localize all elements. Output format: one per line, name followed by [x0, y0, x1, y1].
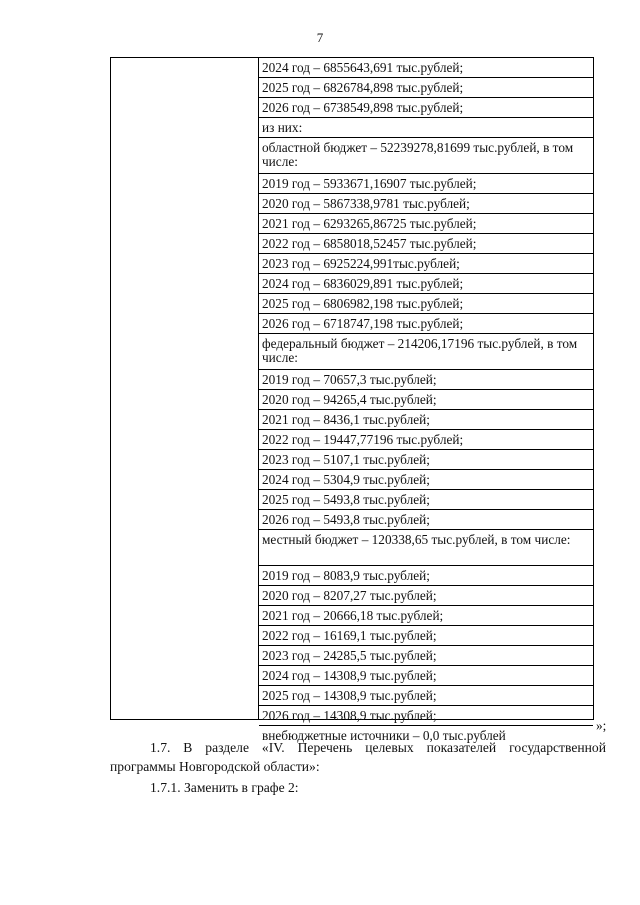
paragraph-1-text: 1.7. В разделе «IV. Перечень целевых показателей государственной программы Новгородской области»: — [110, 740, 606, 774]
table-row: 2019 год – 5933671,16907 тыс.рублей; — [259, 174, 593, 194]
closing-quote: »; — [596, 718, 607, 733]
table-row: 2024 год – 6855643,691 тыс.рублей; — [259, 58, 593, 78]
table-row: 2023 год – 5107,1 тыс.рублей; — [259, 450, 593, 470]
table-right-cell — [259, 58, 593, 743]
table-row: 2026 год – 5493,8 тыс.рублей; — [259, 510, 593, 530]
table-row: 2020 год – 5867338,9781 тыс.рублей; — [259, 194, 593, 214]
table-row: 2025 год – 6826784,898 тыс.рублей; — [259, 78, 593, 98]
table-row: 2026 год – 6738549,898 тыс.рублей; — [259, 98, 593, 118]
page-number: 7 — [316, 30, 324, 45]
table-row: 2022 год – 19447,77196 тыс.рублей; — [259, 430, 593, 450]
budget-table — [110, 57, 594, 743]
table-left-cell — [111, 58, 259, 719]
table-row: внебюджетные источники – 0,0 тыс.рублей — [262, 728, 506, 743]
paragraph-section-1-7-1 — [110, 778, 606, 797]
table-row: 2023 год – 24285,5 тыс.рублей; — [259, 646, 593, 666]
table-row: местный бюджет – 120338,65 тыс.рублей, в том числе: — [259, 530, 593, 566]
table-row: 2026 год – 6718747,198 тыс.рублей; — [259, 314, 593, 334]
table-row: 2024 год – 5304,9 тыс.рублей; — [259, 470, 593, 490]
table-row: 2023 год – 6925224,991тыс.рублей; — [259, 254, 593, 274]
table-row: из них: — [259, 118, 593, 138]
table-row: 2021 год – 6293265,86725 тыс.рублей; — [259, 214, 593, 234]
table-row: 2025 год – 6806982,198 тыс.рублей; — [259, 294, 593, 314]
table-row: 2025 год – 14308,9 тыс.рублей; — [259, 686, 593, 706]
table-row: 2026 год – 14308,9 тыс.рублей; — [259, 706, 593, 726]
table-row: 2022 год – 16169,1 тыс.рублей; — [259, 626, 593, 646]
paragraph-2-text: 1.7.1. Заменить в графе 2: — [150, 780, 299, 795]
table-row: 2021 год – 8436,1 тыс.рублей; — [259, 410, 593, 430]
table-row: 2020 год – 94265,4 тыс.рублей; — [259, 390, 593, 410]
paragraph-section-1-7 — [110, 738, 606, 776]
table-row: 2019 год – 8083,9 тыс.рублей; — [259, 566, 593, 586]
table-row: 2021 год – 20666,18 тыс.рублей; — [259, 606, 593, 626]
table-row: 2024 год – 6836029,891 тыс.рублей; — [259, 274, 593, 294]
table-row: 2019 год – 70657,3 тыс.рублей; — [259, 370, 593, 390]
table-row: областной бюджет – 52239278,81699 тыс.рублей, в том числе: — [259, 138, 593, 174]
table-row: 2024 год – 14308,9 тыс.рублей; — [259, 666, 593, 686]
table-row: федеральный бюджет – 214206,17196 тыс.рублей, в том числе: — [259, 334, 593, 370]
table-row: 2022 год – 6858018,52457 тыс.рублей; — [259, 234, 593, 254]
table-row: 2025 год – 5493,8 тыс.рублей; — [259, 490, 593, 510]
table-row: 2020 год – 8207,27 тыс.рублей; — [259, 586, 593, 606]
